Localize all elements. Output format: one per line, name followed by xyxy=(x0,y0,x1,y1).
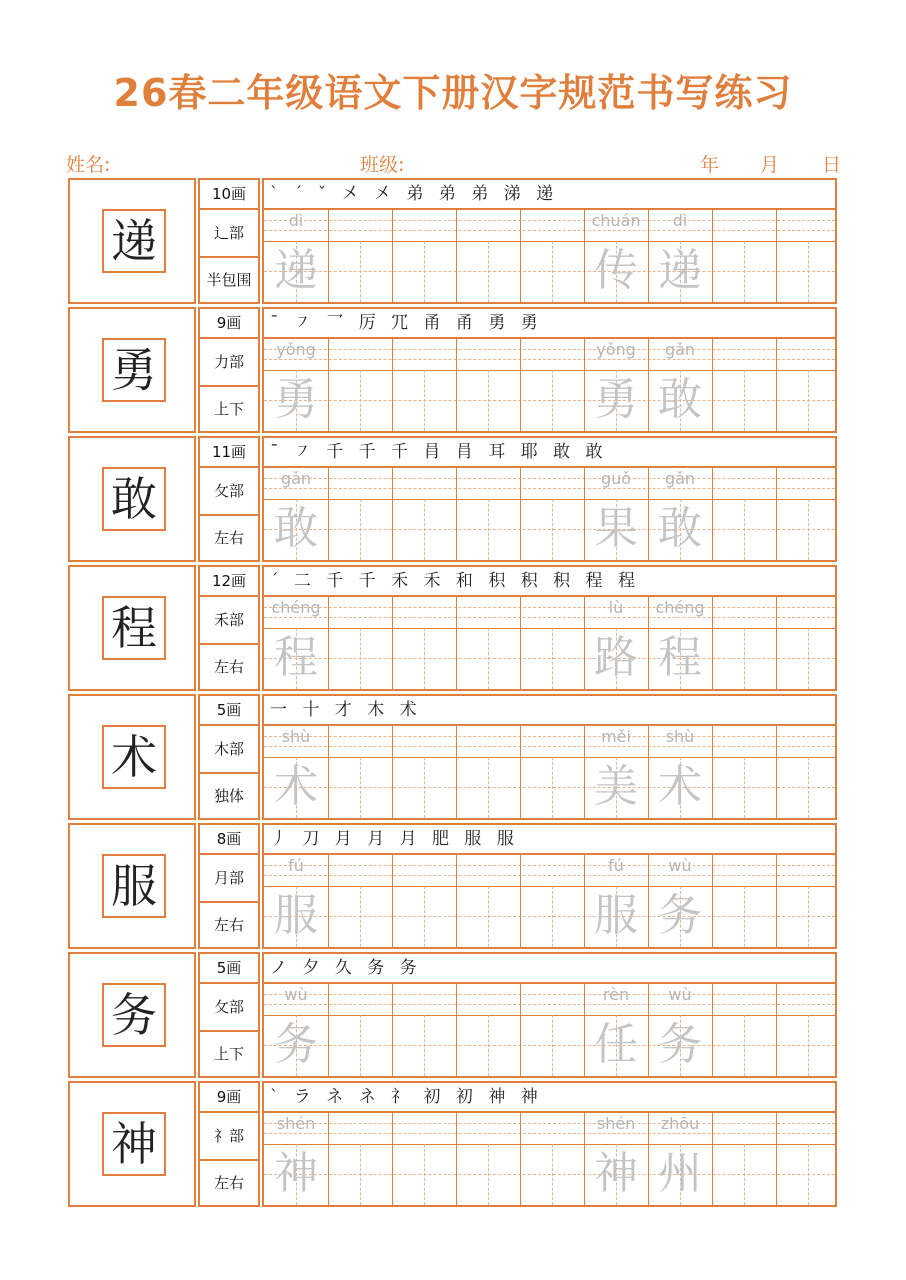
stroke-count: 5画 xyxy=(198,694,260,726)
pinyin: dì xyxy=(672,211,688,230)
trace-char: 任 xyxy=(594,1019,638,1070)
main-char: 勇 xyxy=(102,338,166,402)
radical: 月部 xyxy=(198,853,260,903)
month-label: 月 xyxy=(760,154,780,176)
char-block xyxy=(68,952,837,1080)
main-char: 敢 xyxy=(102,467,166,531)
trace-char: 敢 xyxy=(658,503,702,554)
trace-char: 服 xyxy=(274,890,318,941)
trace-char: 果 xyxy=(594,503,638,554)
pinyin: gǎn xyxy=(664,340,696,359)
radical: 木部 xyxy=(198,724,260,774)
pinyin: chéng xyxy=(655,598,705,617)
main-char-cell xyxy=(68,436,196,562)
structure: 左右 xyxy=(198,643,260,691)
pinyin: shù xyxy=(281,727,311,746)
pinyin: zhōu xyxy=(660,1114,700,1133)
pinyin: chéng xyxy=(271,598,321,617)
main-char: 程 xyxy=(102,596,166,660)
trace-char: 敢 xyxy=(274,503,318,554)
trace-char: 程 xyxy=(274,632,318,683)
pinyin: yǒng xyxy=(276,340,316,359)
stroke-count: 8画 xyxy=(198,823,260,855)
trace-char: 务 xyxy=(274,1019,318,1070)
pinyin: fú xyxy=(288,856,304,875)
char-block xyxy=(68,178,837,306)
main-char: 递 xyxy=(102,209,166,273)
stroke-order: ノ 夕 久 务 务 xyxy=(262,952,837,984)
stroke-order: 一 十 才 木 术 xyxy=(262,694,837,726)
trace-char: 敢 xyxy=(658,374,702,425)
main-char-cell xyxy=(68,565,196,691)
writing-grid xyxy=(262,208,837,304)
stroke-count: 9画 xyxy=(198,1081,260,1113)
trace-char: 勇 xyxy=(594,374,638,425)
writing-grid xyxy=(262,724,837,820)
trace-char: 务 xyxy=(658,890,702,941)
pinyin: wù xyxy=(668,985,692,1004)
main-char: 神 xyxy=(102,1112,166,1176)
main-char-cell xyxy=(68,178,196,304)
pinyin: wù xyxy=(284,985,308,1004)
trace-char: 务 xyxy=(658,1019,702,1070)
pinyin: gǎn xyxy=(280,469,312,488)
structure: 上下 xyxy=(198,1030,260,1078)
trace-char: 神 xyxy=(274,1148,318,1199)
trace-char: 术 xyxy=(658,761,702,812)
pinyin: shén xyxy=(596,1114,636,1133)
trace-char: 美 xyxy=(594,761,638,812)
trace-char: 州 xyxy=(658,1148,702,1199)
main-char-cell xyxy=(68,307,196,433)
writing-grid xyxy=(262,337,837,433)
stroke-count: 5画 xyxy=(198,952,260,984)
structure: 上下 xyxy=(198,385,260,433)
writing-grid xyxy=(262,1111,837,1207)
stroke-order: ˊ 二 千 千 禾 禾 和 积 积 积 程 程 xyxy=(262,565,837,597)
main-char: 服 xyxy=(102,854,166,918)
writing-grid xyxy=(262,595,837,691)
structure: 左右 xyxy=(198,514,260,562)
name-label: 姓名: xyxy=(66,154,111,176)
stroke-order: ˉ ㇇ 千 千 千 肙 肙 耳 耶 敢 敢 xyxy=(262,436,837,468)
radical: 禾部 xyxy=(198,595,260,645)
radical: 力部 xyxy=(198,337,260,387)
pinyin: guǒ xyxy=(600,469,632,488)
trace-char: 递 xyxy=(274,245,318,296)
trace-char: 递 xyxy=(658,245,702,296)
trace-char: 服 xyxy=(594,890,638,941)
pinyin: gǎn xyxy=(664,469,696,488)
pinyin: fú xyxy=(608,856,624,875)
trace-char: 程 xyxy=(658,632,702,683)
char-block xyxy=(68,1081,837,1209)
radical: 攵部 xyxy=(198,982,260,1032)
main-char-cell xyxy=(68,952,196,1078)
day-label: 日 xyxy=(822,154,842,176)
stroke-count: 12画 xyxy=(198,565,260,597)
year-label: 年 xyxy=(700,154,720,176)
pinyin: wù xyxy=(668,856,692,875)
writing-grid xyxy=(262,466,837,562)
char-block xyxy=(68,694,837,822)
char-block xyxy=(68,436,837,564)
structure: 独体 xyxy=(198,772,260,820)
writing-grid xyxy=(262,982,837,1078)
stroke-order: ` ˊ ˇ 㐅 㐅 弟 弟 弟 涕 递 xyxy=(262,178,837,210)
trace-char: 传 xyxy=(594,245,638,296)
radical: 攵部 xyxy=(198,466,260,516)
class-label: 班级: xyxy=(360,154,405,176)
pinyin: shén xyxy=(276,1114,316,1133)
pinyin: chuán xyxy=(591,211,641,230)
radical: 礻部 xyxy=(198,1111,260,1161)
stroke-count: 9画 xyxy=(198,307,260,339)
pinyin: shù xyxy=(665,727,695,746)
stroke-count: 10画 xyxy=(198,178,260,210)
main-char: 务 xyxy=(102,983,166,1047)
trace-char: 勇 xyxy=(274,374,318,425)
pinyin: yǒng xyxy=(596,340,636,359)
main-char-cell xyxy=(68,1081,196,1207)
page-title: 26春二年级语文下册汉字规范书写练习 xyxy=(113,71,793,115)
pinyin: měi xyxy=(601,727,631,746)
pinyin: dì xyxy=(288,211,304,230)
main-char: 术 xyxy=(102,725,166,789)
pinyin: lù xyxy=(608,598,624,617)
structure: 左右 xyxy=(198,1159,260,1207)
stroke-count: 11画 xyxy=(198,436,260,468)
main-char-cell xyxy=(68,823,196,949)
structure: 左右 xyxy=(198,901,260,949)
pinyin: rèn xyxy=(602,985,630,1004)
char-block xyxy=(68,823,837,951)
structure: 半包围 xyxy=(198,256,260,304)
stroke-order: 丿 刀 月 月 月 肥 服 服 xyxy=(262,823,837,855)
char-block xyxy=(68,307,837,435)
trace-char: 路 xyxy=(594,632,638,683)
radical: 辶部 xyxy=(198,208,260,258)
trace-char: 神 xyxy=(594,1148,638,1199)
main-char-cell xyxy=(68,694,196,820)
stroke-order: ˉ ㇇ 乛 厉 ⺴ 甬 甬 勇 勇 xyxy=(262,307,837,339)
writing-grid xyxy=(262,853,837,949)
char-block xyxy=(68,565,837,693)
stroke-order: ˋ ラ ネ ネ 礻 初 初 神 神 xyxy=(262,1081,837,1113)
trace-char: 术 xyxy=(274,761,318,812)
